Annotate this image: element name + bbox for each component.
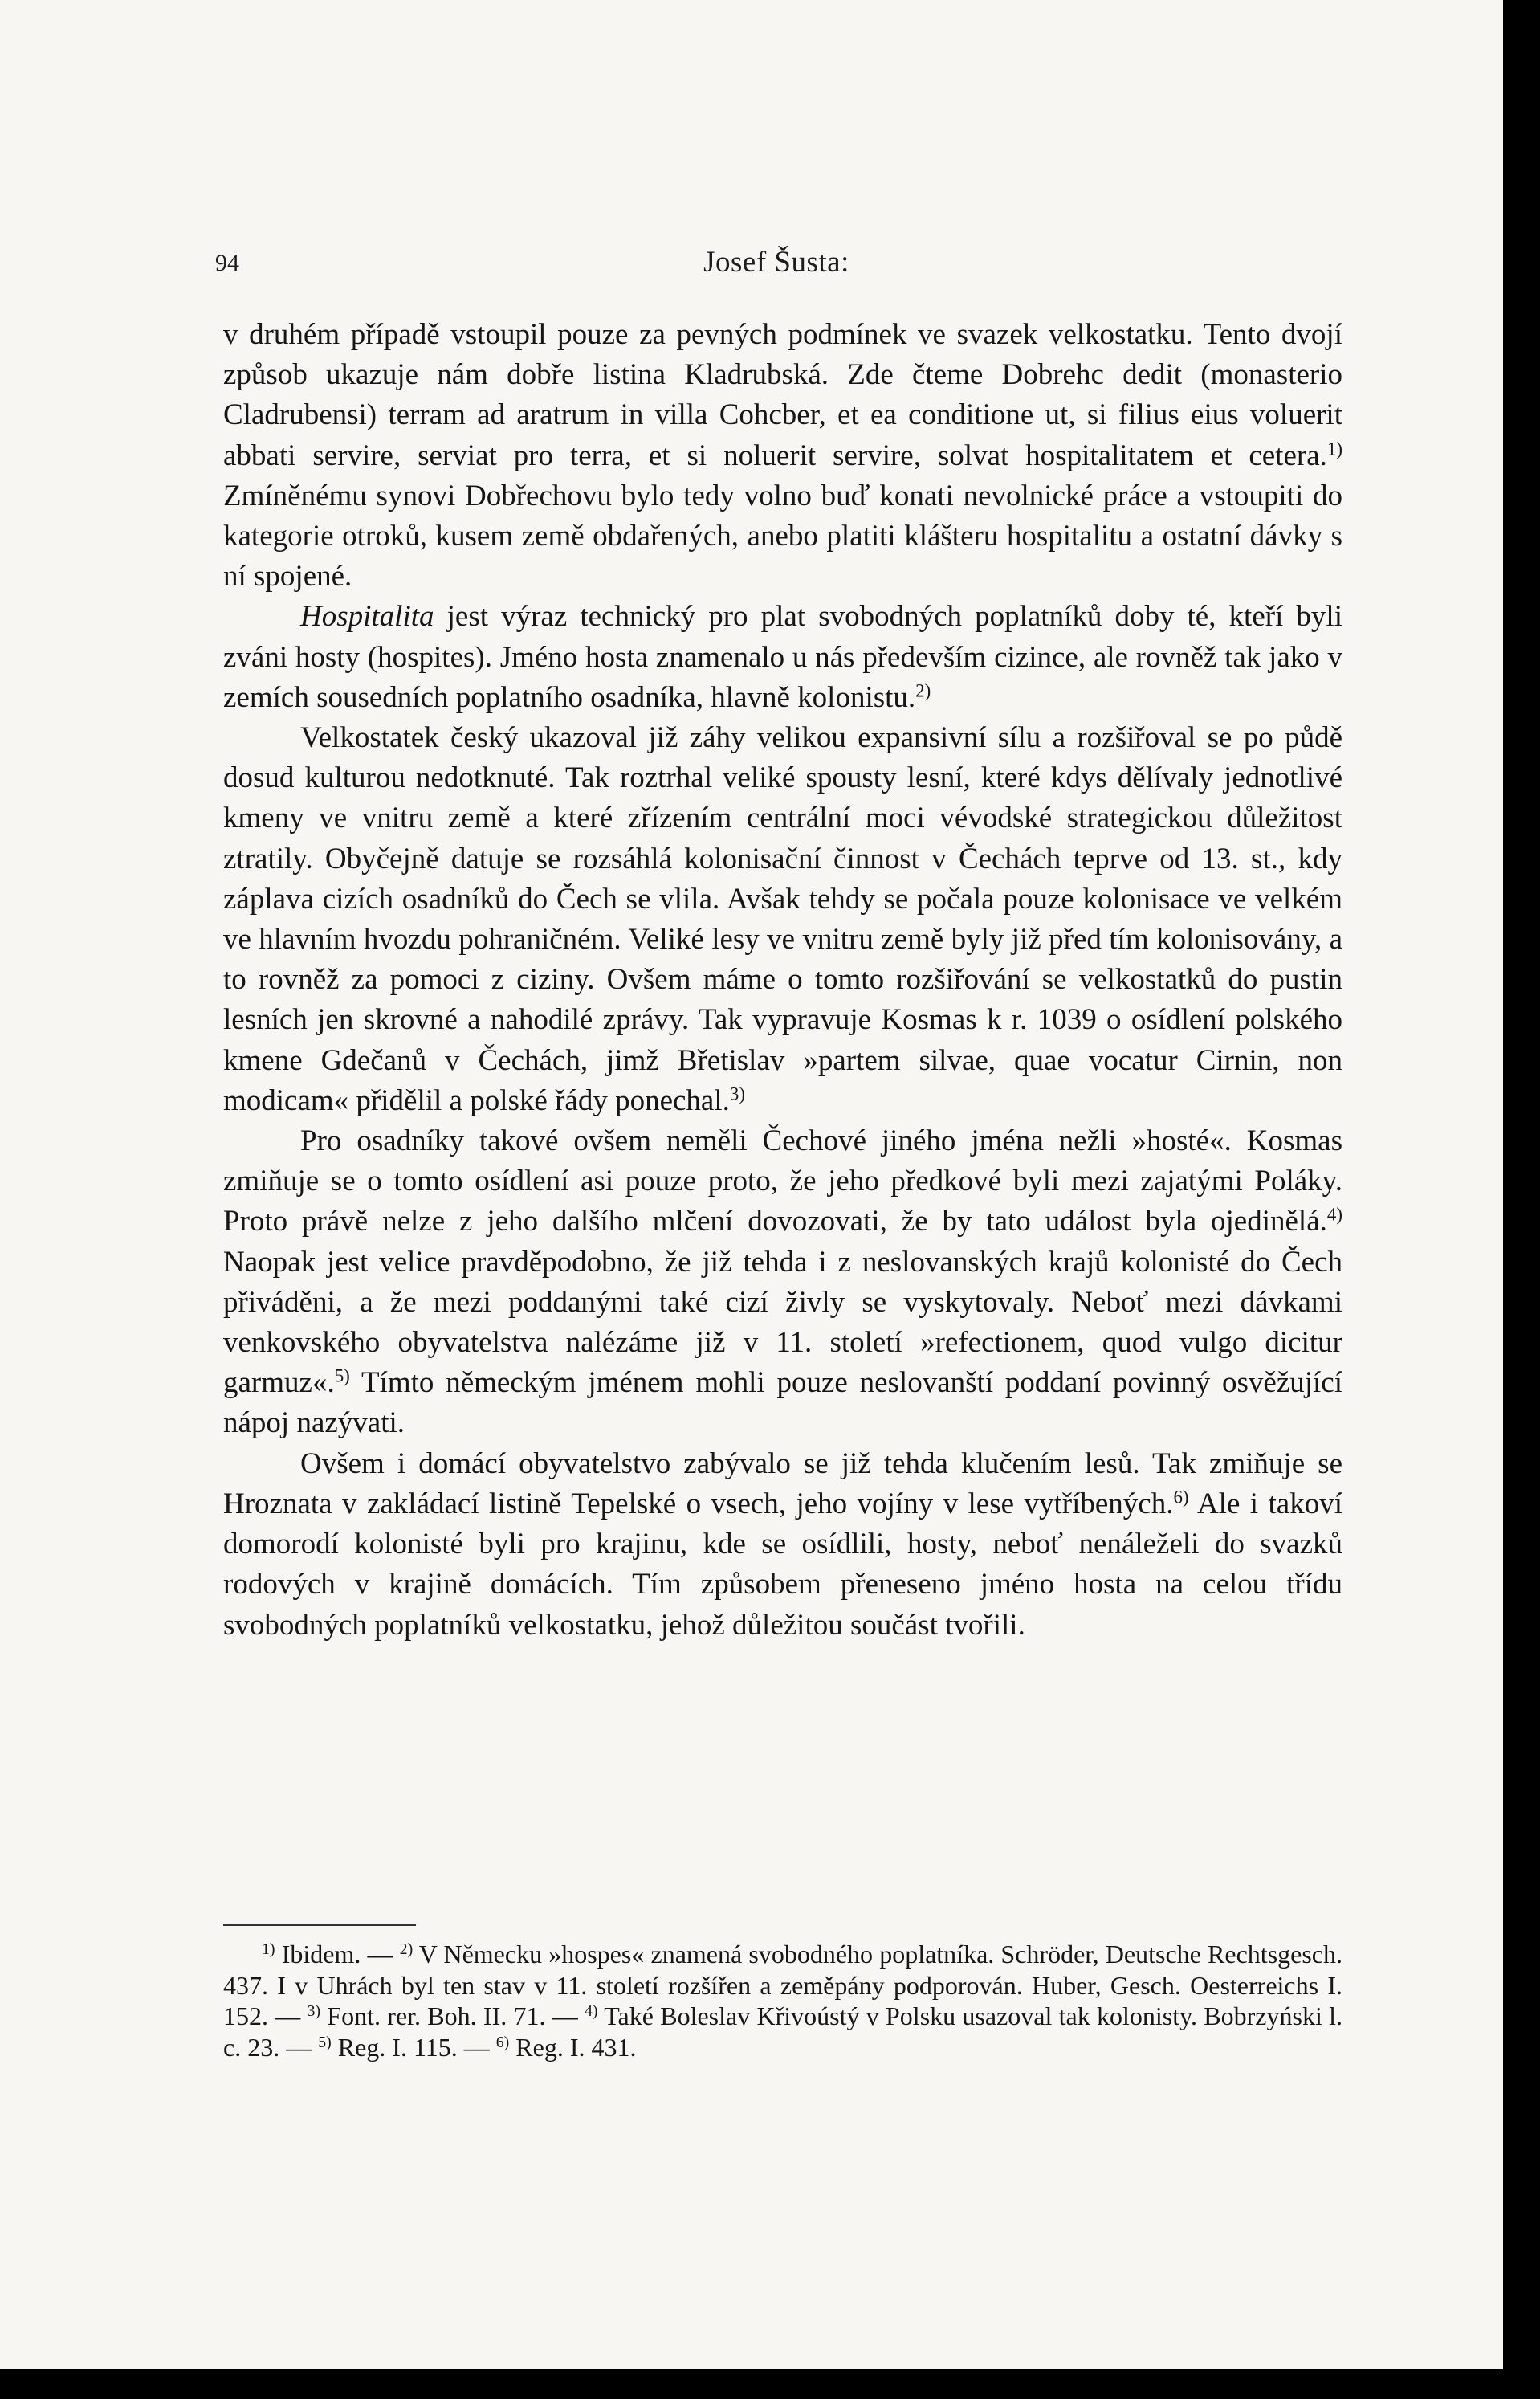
scan-border-bottom bbox=[0, 2369, 1540, 2399]
running-head: Josef Šusta: bbox=[703, 246, 849, 279]
footnote-text-1: Ibidem. — bbox=[275, 1940, 400, 1969]
paragraph-4-text-a: Pro osadníky takové ovšem neměli Čechové jiného jména nežli »hosté«. Kosmas zmiňuje se o tomto osídlení asi pouze proto, že jeho předkové byli mezi zajatými Poláky. Proto právě nelze z jeho dalšího mlčení dovozovati, že by tato událost byla ojedinělá. bbox=[223, 1124, 1342, 1238]
body-text bbox=[223, 315, 1342, 1646]
paragraph-1 bbox=[223, 315, 1342, 597]
footnote-text-2: V Německu »hospes« znamená svobodného poplatníka. Schröder, Deutsche Rechtsgesch. 437. I v Uhrách byl ten stav v 11. století rozšířen a zeměpány podporován. Huber, Gesch. Oesterreichs I. 152. — bbox=[223, 1940, 1342, 2030]
footnote-marker-3: 3) bbox=[307, 2002, 321, 2021]
paragraph-4-text-b: Naopak jest velice pravděpodobno, že již tehda i z neslovanských krajů kolonisté do Čech přiváděni, a že mezi poddanými také cizí živly se vyskytovaly. Neboť mezi dávkami venkovského obyvatelstva nalézáme již v 11. století »refectionem, quod vulgo dicitur garmuz«. bbox=[223, 1245, 1342, 1400]
page-number: 94 bbox=[215, 250, 239, 276]
footnote-text-4: Také Boleslav Křivoústý v Polsku usazoval tak kolonisty. Bobrzyński l. c. 23. — bbox=[223, 2001, 1342, 2062]
footnote-marker-5: 5) bbox=[318, 2033, 332, 2051]
footnote-text-5: Reg. I. 115. — bbox=[331, 2032, 496, 2062]
paragraph-4 bbox=[223, 1121, 1342, 1444]
paragraph-2-italic-term: Hospitalita bbox=[300, 600, 434, 634]
paragraph-3 bbox=[223, 718, 1342, 1121]
footnote-ref-2: 2) bbox=[915, 680, 931, 701]
paragraph-1-text-a: v druhém případě vstoupil pouze za pevných podmínek ve svazek velkostatku. Tento dvojí způsob ukazuje nám dobře listina Kladrubská. Zde čteme Dobrehc dedit (monasterio Cladrubensi) terram ad aratrum in villa Cohcber, et ea conditione ut, si filius eius voluerit abbati servire, serviat pro terra, et si noluerit servire, solvat hospitalitatem et cetera. bbox=[223, 318, 1342, 472]
paragraph-1-text-b: Zmíněnému synovi Dobřechovu bylo tedy volno buď konati nevolnické práce a vstoupiti do kategorie otroků, kusem země obdařených, anebo platiti klášteru hospitalitu a ostatní dávky s ní spojené. bbox=[223, 479, 1342, 594]
footnote-ref-4: 4) bbox=[1326, 1204, 1342, 1225]
footnote-marker-1: 1) bbox=[262, 1940, 275, 1959]
footnote-ref-1: 1) bbox=[1326, 439, 1342, 459]
footnote-marker-2: 2) bbox=[399, 1940, 414, 1959]
footnote-ref-5: 5) bbox=[334, 1365, 350, 1386]
paragraph-4-text-c: Tímto německým jménem mohli pouze neslovanští poddaní povinný osvěžující nápoj nazývati. bbox=[223, 1366, 1342, 1440]
paragraph-5 bbox=[223, 1444, 1342, 1646]
footnote-marker-6: 6) bbox=[495, 2033, 510, 2051]
footnote-marker-4: 4) bbox=[585, 2002, 598, 2021]
paragraph-2 bbox=[223, 597, 1342, 718]
footnote-divider bbox=[223, 1924, 416, 1926]
footnotes bbox=[223, 1939, 1342, 2062]
footnote-ref-6: 6) bbox=[1173, 1487, 1189, 1508]
scan-border-right bbox=[1503, 0, 1540, 2399]
footnote-text-3: Font. rer. Boh. II. 71. — bbox=[320, 2001, 585, 2030]
paragraph-5-text-b: Ale i takoví domorodí kolonisté byli pro krajinu, kde se osídlili, hosty, neboť nenáleželi do svazků rodových v krajině domácích. Tím způsobem přeneseno jméno hosta na celou třídu svobodných poplatníků velkostatku, jehož důležitou součást tvořili. bbox=[223, 1487, 1342, 1642]
paragraph-3-text-a: Velkostatek český ukazoval již záhy velikou expansivní sílu a rozšiřoval se po půdě dosud kulturou nedotknuté. Tak roztrhal veliké spousty lesní, které kdys dělívaly jednotlivé kmeny ve vnitru země a které zřízením centrální moci vévodské strategickou důležitost ztratily. Obyčejně datuje se rozsáhlá kolonisační činnost v Čechách teprve od 13. st., kdy záplava cizích osadníků do Čech se vlila. Avšak tehdy se počala pouze kolonisace ve velkém ve hlavním hvozdu pohraničném. Veliké lesy ve vnitru země byly již před tím kolonisovány, a to rovněž za pomoci z ciziny. Ovšem máme o tomto rozšiřování se velkostatků do pustin lesních jen skrovné a nahodilé zprávy. Tak vypravuje Kosmas k r. 1039 o osídlení polského kmene Gdečanů v Čechách, jimž Břetislav »partem silvae, quae vocatur Cirnin, non modicam« přidělil a polské řády ponechal. bbox=[223, 721, 1342, 1117]
footnotes-block bbox=[223, 1939, 1342, 2062]
page-header bbox=[215, 245, 1338, 285]
paragraph-5-text-a: Ovšem i domácí obyvatelstvo zabývalo se již tehda klučením lesů. Tak zmiňuje se Hroznata v zakládací listině Tepelské o vsech, jeho vojíny v lese vytříbených. bbox=[223, 1446, 1342, 1520]
footnote-text-6: Reg. I. 431. bbox=[509, 2032, 637, 2062]
paragraph-2-text-a: jest výraz technický pro plat svobodných poplatníků doby té, kteří byli zváni hosty (hospites). Jméno hosta znamenalo u nás především cizince, ale rovněž tak jako v zemích sousedních poplatního osadníka, hlavně kolonistu. bbox=[223, 600, 1342, 714]
footnote-ref-3: 3) bbox=[729, 1083, 745, 1104]
